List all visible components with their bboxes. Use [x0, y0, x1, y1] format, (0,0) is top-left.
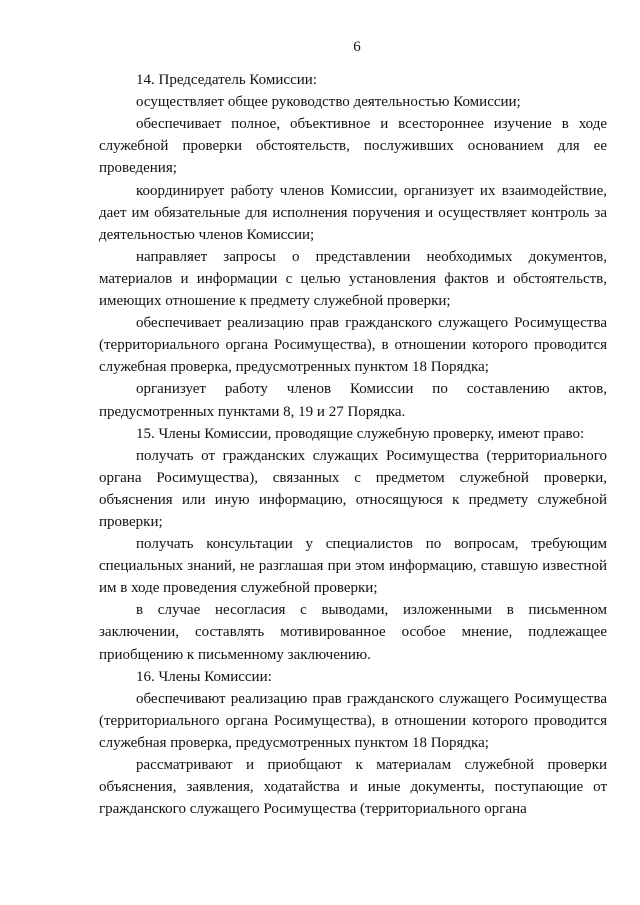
- paragraph: обеспечивает реализацию прав гражданского служащего Росимущества (территориального органа Росимущества), в отношении которого проводится служебная проверка, предусмотренных пунктом 18 Порядка;: [99, 315, 607, 376]
- paragraph: направляет запросы о представлении необходимых документов, материалов и информации с целью установления фактов и обстоятельств, имеющих отношение к предмету служебной проверки;: [99, 248, 607, 310]
- paragraph: получать консультации у специалистов по вопросам, требующим специальных знаний, не разглашая при этом информацию, ставшую известной им в ходе проведения служебной проверки;: [99, 536, 607, 597]
- paragraph: осуществляет общее руководство деятельностью Комиссии;: [136, 94, 521, 111]
- paragraph: обеспечивает полное, объективное и всестороннее изучение в ходе служебной проверки обстоятельств, послуживших основанием для ее проведения;: [99, 116, 607, 177]
- paragraph: в случае несогласия с выводами, изложенными в письменном заключении, составлять мотивированное особое мнение, подлежащее приобщению к письменному заключению.: [99, 602, 607, 663]
- paragraph-15-heading: 15. Члены Комиссии, проводящие служебную проверку, имеют право:: [136, 425, 585, 442]
- paragraph: организует работу членов Комиссии по составлению актов, предусмотренных пунктами 8, 19 и 27 Порядка.: [99, 381, 607, 420]
- page-number: 6: [353, 39, 361, 55]
- paragraph: получать от гражданских служащих Росимущества (территориального органа Росимущества), связанных с предметом служебной проверки, объяснения или иную информацию, относящуюся к предмету служебной проверки;: [99, 447, 607, 530]
- paragraph: рассматривают и приобщают к материалам служебной проверки объяснения, заявления, ходатайства и иные документы, поступающие от гражданского служащего Росимущества (территориального органа: [99, 757, 607, 818]
- paragraph: координирует работу членов Комиссии, организует их взаимодействие, дает им обязательные для исполнения поручения и осуществляет контроль за деятельностью членов Комиссии;: [99, 182, 607, 243]
- paragraph-16-heading: 16. Члены Комиссии:: [136, 668, 272, 685]
- paragraph-14-heading: 14. Председатель Комиссии:: [136, 72, 317, 89]
- paragraph: обеспечивают реализацию прав гражданского служащего Росимущества (территориального органа Росимущества), в отношении которого проводится служебная проверка, предусмотренных пунктом 18 Порядка;: [99, 690, 607, 751]
